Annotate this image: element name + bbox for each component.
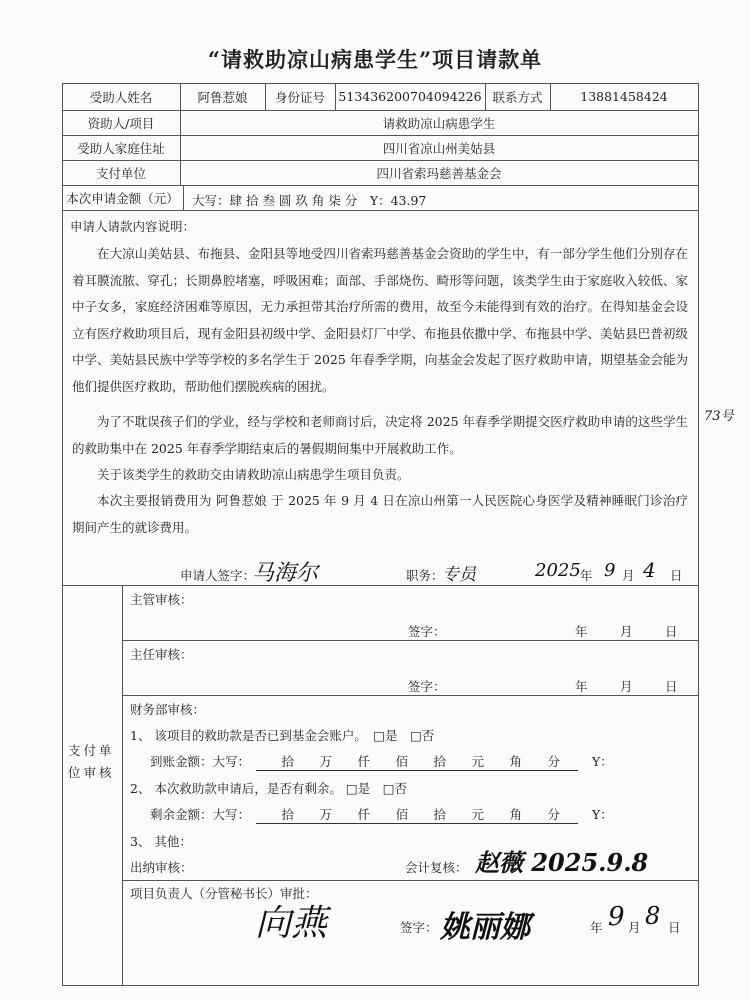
month-label: 月 bbox=[628, 920, 641, 935]
day-label: 日 bbox=[665, 624, 678, 639]
amount-value: 大写：肆 拾 叁 圆 玖 角 柒 分 Y：43.97 bbox=[192, 193, 427, 208]
description-paragraph: 关于该类学生的救助交由请救助凉山病患学生项目负责。 bbox=[97, 467, 410, 482]
position-label: 职务： bbox=[406, 568, 444, 583]
leader-label: 项目负责人（分管秘书长）审批： bbox=[130, 886, 318, 901]
position-value: 专员 bbox=[442, 565, 476, 585]
year-label: 年 bbox=[580, 568, 593, 583]
question-2: 2、 本次救助款申请后，是否有剩余。 □是 □否 bbox=[130, 781, 408, 796]
cashier-label: 出纳审核： bbox=[130, 860, 193, 875]
id-label: 身份证号 bbox=[274, 89, 325, 105]
yuan-symbol: Y： bbox=[592, 807, 613, 822]
contact-value: 13881458424 bbox=[580, 89, 668, 104]
name-value: 阿鲁惹娘 bbox=[197, 89, 248, 105]
address-value: 四川省凉山州美姑县 bbox=[382, 140, 496, 156]
final-month: 9 bbox=[608, 902, 625, 932]
leader-signature: 向燕 bbox=[255, 903, 328, 944]
director-sign-label: 签字： bbox=[408, 679, 446, 694]
day-label: 日 bbox=[668, 920, 681, 935]
year-label: 年 bbox=[590, 920, 603, 935]
audit-section-label: 支付单位审核 bbox=[68, 743, 115, 780]
remaining-amount-label: 剩余金额：大写： bbox=[150, 807, 251, 822]
received-amount-line: 拾 万 仟 佰 拾 元 角 分 bbox=[256, 752, 578, 771]
name-label: 受助人姓名 bbox=[89, 89, 153, 105]
final-signature: 姚丽娜 bbox=[440, 910, 530, 945]
date-month: 9 bbox=[604, 560, 616, 581]
received-amount-label: 到账金额：大写： bbox=[150, 754, 251, 769]
description-paragraph: 本次主要报销费用为 阿鲁惹娘 于 2025 年 9 月 4 日在凉山州第一人民医院心身医学及精神睡眠门诊治疗期间产生的就诊费用。 bbox=[72, 493, 688, 535]
supervisor-label: 主管审核： bbox=[130, 592, 193, 607]
description-paragraph: 为了不耽误孩子们的学业，经与学校和老师商讨后，决定将 2025 年春季学期提交医疗救助申请的这些学生的救助集中在 2025 年春季学期结束后的暑假期间集中开展救助工作。 bbox=[72, 414, 688, 456]
question-3: 3、 其他： bbox=[130, 834, 192, 849]
page-title: “请救助凉山病患学生”项目请款单 bbox=[207, 47, 543, 72]
remaining-amount-line: 拾 万 仟 佰 拾 元 角 分 bbox=[256, 805, 578, 824]
finance-label: 财务部审核： bbox=[130, 702, 206, 717]
accountant-label: 会计复核： bbox=[405, 860, 468, 875]
description-heading: 申请人请款内容说明： bbox=[70, 219, 196, 234]
day-label: 日 bbox=[665, 679, 678, 694]
question-1: 1、 该项目的救助款是否已到基金会账户。 □是 □否 bbox=[130, 728, 435, 743]
payer-label: 支付单位 bbox=[95, 165, 146, 181]
director-label: 主任审核： bbox=[130, 647, 193, 662]
address-label: 受助人家庭住址 bbox=[77, 140, 165, 156]
month-label: 月 bbox=[620, 679, 633, 694]
id-value: 513436200704094226 bbox=[338, 89, 482, 104]
date-year: 2025 bbox=[535, 560, 581, 581]
project-label: 资助人/项目 bbox=[87, 115, 155, 131]
payer-value: 四川省索玛慈善基金会 bbox=[376, 165, 502, 181]
final-day: 8 bbox=[645, 902, 661, 930]
year-label: 年 bbox=[575, 624, 588, 639]
project-value: 请救助凉山病患学生 bbox=[382, 115, 496, 131]
final-sign-label: 签字： bbox=[400, 920, 438, 935]
yuan-symbol: Y： bbox=[592, 754, 613, 769]
margin-note: 73号 bbox=[704, 409, 734, 424]
applicant-signature: 马海尔 bbox=[252, 561, 319, 586]
date-day: 4 bbox=[643, 558, 656, 582]
year-label: 年 bbox=[575, 679, 588, 694]
month-label: 月 bbox=[620, 624, 633, 639]
supervisor-sign-label: 签字： bbox=[408, 624, 446, 639]
accountant-signature: 赵薇 2025.9.8 bbox=[475, 848, 649, 877]
amount-label: 本次申请金额（元） bbox=[66, 190, 179, 206]
description-paragraph: 在大凉山美姑县、布拖县、金阳县等地受四川省索玛慈善基金会资助的学生中，有一部分学生他们分别存在着耳膜流脓、穿孔；长期鼻腔堵塞，呼吸困难；面部、手部烧伤、畸形等问题，该类学生由于家庭收入较低、家中子女多，家庭经济困难等原因，无力承担带其治疗所需的费用，故至今未能得到有效的治疗。在得知基金会设立有医疗救助项目后，现有金阳县初级中学、金阳县灯厂中学、布拖县依撒中学、布拖县中学、美姑县巴普初级中学、美姑县民族中学等学校的多名学生于 2025 年春季学期，向基金会发起了医疗救助申请，期望基金会能为他们提供医疗救助，帮助他们摆脱疾病的困扰。 bbox=[72, 246, 688, 394]
day-label: 日 bbox=[670, 568, 683, 583]
month-label: 月 bbox=[622, 568, 635, 583]
applicant-sign-label: 申请人签字： bbox=[180, 568, 256, 583]
contact-label: 联系方式 bbox=[492, 89, 543, 105]
